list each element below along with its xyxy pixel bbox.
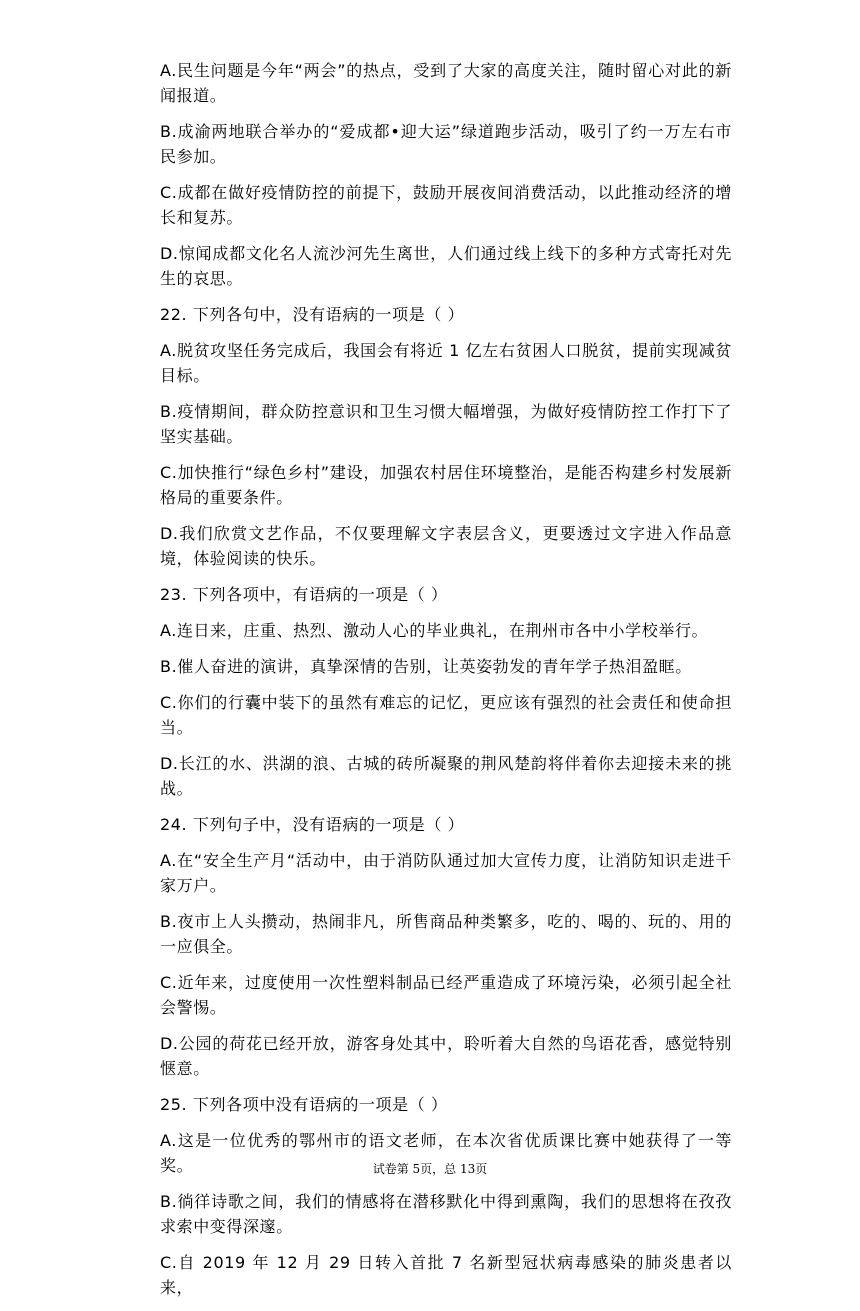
option-text: C.成都在做好疫情防控的前提下，鼓励开展夜间消费活动，以此推动经济的增长和复苏。 bbox=[160, 183, 732, 227]
option-text: D.我们欣赏文艺作品，不仅要理解文字表层含义，更要透过文字进入作品意境，体验阅读的快乐。 bbox=[160, 524, 732, 568]
question-stem: 25. 下列各项中没有语病的一项是（ ） bbox=[160, 1095, 448, 1114]
option-text: C.自 2019 年 12 月 29 日转入首批 7 名新型冠状病毒感染的肺炎患者以来， bbox=[160, 1253, 732, 1297]
option-text: B.徜徉诗歌之间，我们的情感将在潜移默化中得到熏陶，我们的思想将在孜孜求索中变得深邃。 bbox=[160, 1192, 732, 1236]
option-text: D.公园的荷花已经开放，游客身处其中，聆听着大自然的鸟语花香，感觉特别惬意。 bbox=[160, 1034, 732, 1078]
question-stem: 23. 下列各项中，有语病的一项是（ ） bbox=[160, 585, 448, 604]
page-footer: 试卷第 5页，总 13页 bbox=[372, 1162, 488, 1176]
option-text: A.民生问题是今年“两会”的热点，受到了大家的高度关注，随时留心对此的新闻报道。 bbox=[160, 61, 732, 105]
option-text: B.疫情期间，群众防控意识和卫生习惯大幅增强，为做好疫情防控工作打下了坚实基础。 bbox=[160, 402, 732, 446]
option-text: C.近年来，过度使用一次性塑料制品已经严重造成了环境污染，必须引起全社会警惕。 bbox=[160, 973, 732, 1017]
option-text: B.成渝两地联合举办的“爱成都•迎大运”绿道跑步活动，吸引了约一万左右市民参加。 bbox=[160, 122, 732, 166]
option-text: C.你们的行囊中装下的虽然有难忘的记忆，更应该有强烈的社会责任和使命担当。 bbox=[160, 693, 732, 737]
option-text: A.脱贫攻坚任务完成后，我国会有将近 1 亿左右贫困人口脱贫，提前实现减贫目标。 bbox=[160, 341, 732, 385]
option-text: B.夜市上人头攒动，热闹非凡，所售商品种类繁多，吃的、喝的、玩的、用的一应俱全。 bbox=[160, 912, 732, 956]
option-text: B.催人奋进的演讲，真挚深情的告别，让英姿勃发的青年学子热泪盈眶。 bbox=[160, 657, 692, 676]
option-text: A.这是一位优秀的鄂州市的语文老师，在本次省优质课比赛中她获得了一等奖。 bbox=[160, 1131, 732, 1175]
option-text: D.惊闻成都文化名人流沙河先生离世，人们通过线上线下的多种方式寄托对先生的哀思。 bbox=[160, 244, 732, 288]
option-text: A.连日来，庄重、热烈、激动人心的毕业典礼，在荆州市各中小学校举行。 bbox=[160, 621, 709, 640]
question-stem: 24. 下列句子中，没有语病的一项是（ ） bbox=[160, 815, 465, 834]
option-text: A.在“安全生产月“活动中，由于消防队通过加大宣传力度，让消防知识走进千家万户。 bbox=[160, 851, 732, 895]
option-text: C.加快推行“绿色乡村”建设，加强农村居住环境整治，是能否构建乡村发展新格局的重要条件。 bbox=[160, 463, 732, 507]
question-stem: 22. 下列各句中，没有语病的一项是（ ） bbox=[160, 305, 465, 324]
question-content bbox=[160, 58, 732, 1311]
option-text: D.长江的水、洪湖的浪、古城的砖所凝聚的荆风楚韵将伴着你去迎接未来的挑战。 bbox=[160, 754, 732, 798]
